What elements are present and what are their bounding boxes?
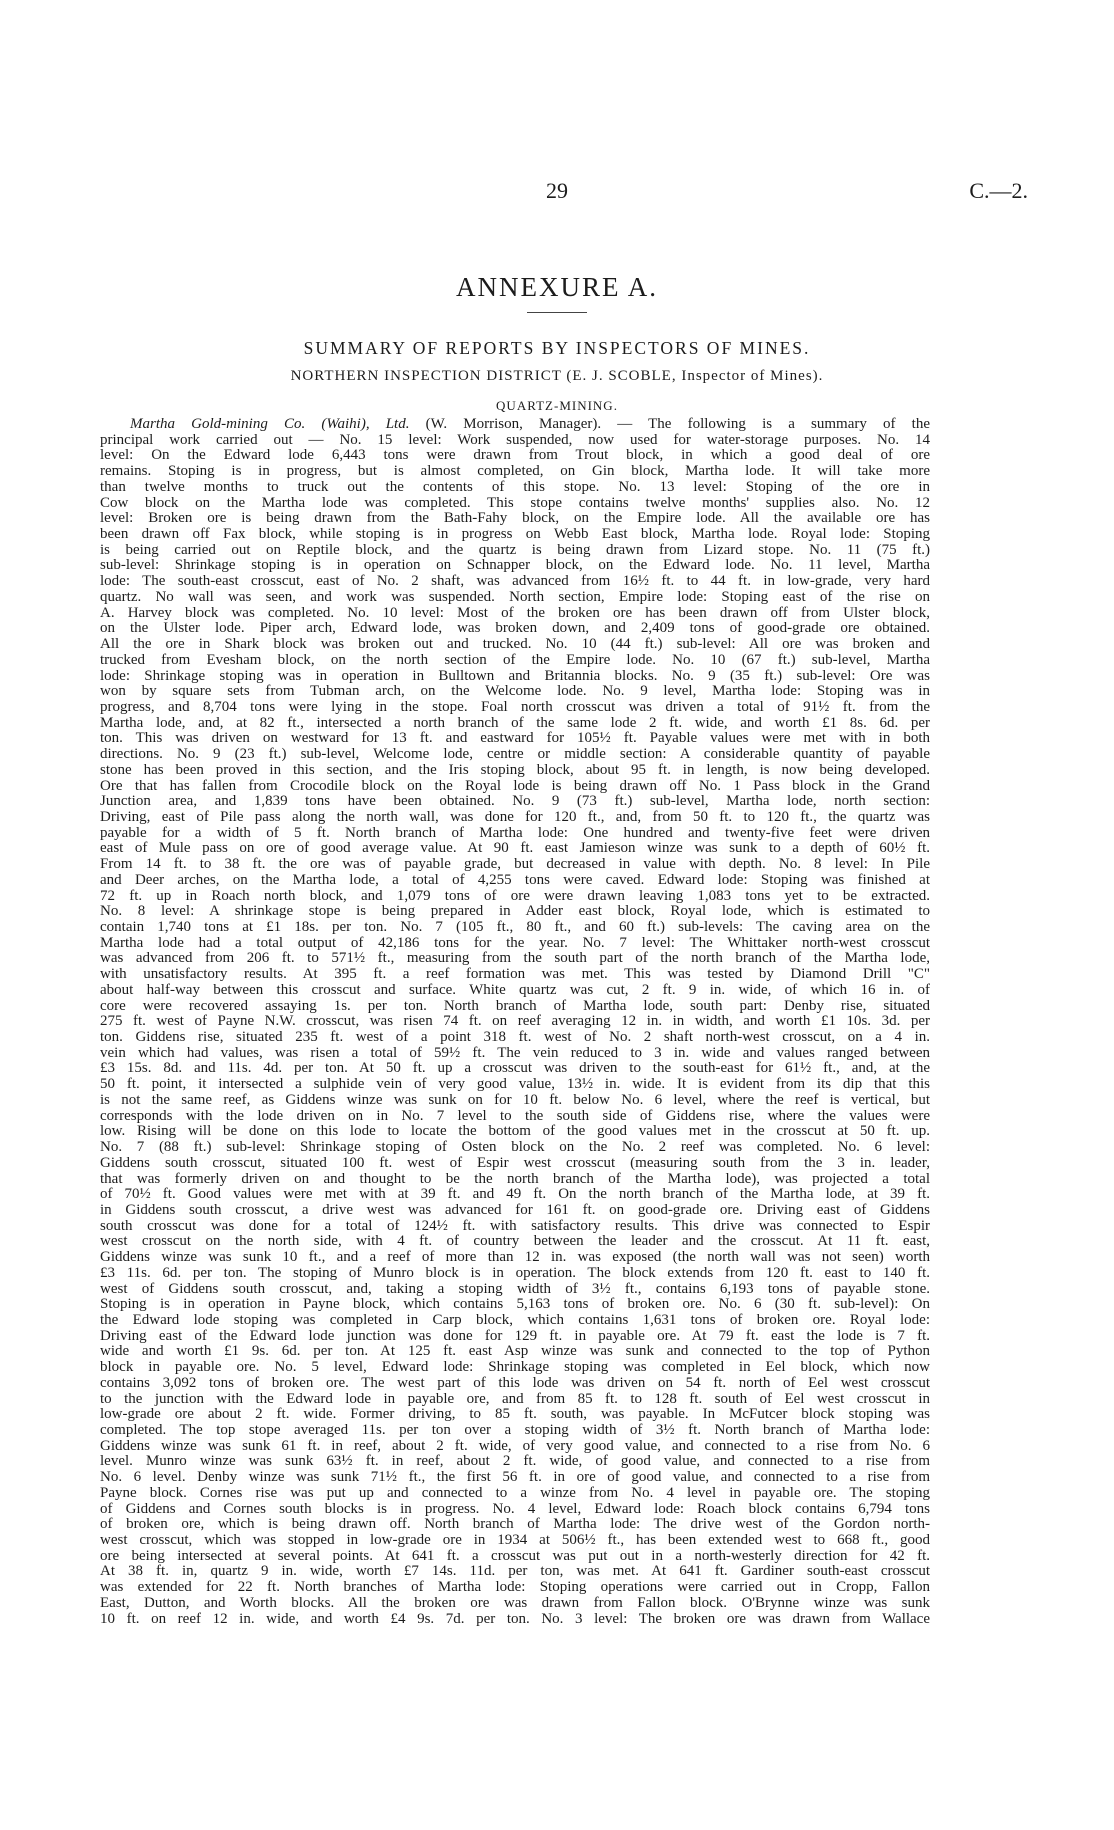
section-heading: QUARTZ-MINING. — [496, 398, 618, 413]
report-line: remains. Stoping is in progress, but is almost completed, on Gin block, Martha lode. It will take more — [100, 463, 930, 480]
district-title: NORTHERN INSPECTION DISTRICT (E. J. SCOBLE, Inspector of Mines). — [290, 368, 824, 384]
report-line: was advanced from 206 ft. to 571½ ft., measuring from the south part of the north branch of the Martha lode, — [100, 950, 930, 967]
report-line: progress, and 8,704 tons were lying in the stope. Foal north crosscut was driven a total of 91½ ft. from the — [100, 698, 930, 715]
report-line: Giddens south crosscut, situated 100 ft. west of Espir west crosscut (measuring south from the 3 in. leader, — [100, 1154, 930, 1171]
report-line: lode: The south-east crosscut, east of No. 2 shaft, was advanced from 16½ ft. to 44 ft. in low-grade, very hard — [100, 573, 930, 590]
report-line: stone has been proved in this section, and the Iris stoping block, about 95 ft. in length, is now being developed. — [100, 761, 930, 778]
page-number: 29 — [546, 178, 568, 203]
report-line: that was formerly driven on and thought to be the north branch of the Martha lode), was projected a total — [100, 1170, 930, 1187]
report-body — [100, 417, 930, 1627]
report-line: No. 8 level: A shrinkage stope is being prepared in Adder east block, Royal lode, which is estimated to — [100, 903, 930, 920]
report-line: trucked from Evesham block, on the north section of the Empire lode. No. 10 (67 ft.) sub-level, Martha — [100, 651, 930, 668]
report-line: about half-way between this crosscut and surface. White quartz was cut, 2 ft. 9 in. wide, of which 16 in. of — [100, 981, 930, 998]
report-line: and Deer arches, on the Martha lode, a total of 4,255 tons were caved. Edward lode: Stoping was finished at — [100, 871, 930, 888]
report-line: of Giddens and Cornes south blocks is in progress. No. 4 level, Edward lode: Roach block contains 6,794 tons — [100, 1500, 930, 1517]
report-line: corresponds with the lode driven on in No. 7 level to the south side of Giddens rise, where the values were — [100, 1107, 930, 1124]
report-line: contains 3,092 tons of broken ore. The west part of this lode was driven on 54 ft. north of Eel west crosscut — [100, 1374, 930, 1391]
report-line: Cow block on the Martha lode was completed. This stope contains twelve months' supplies also. No. 12 — [100, 494, 930, 511]
summary-title: SUMMARY OF REPORTS BY INSPECTORS OF MINES. — [303, 338, 811, 358]
report-line: 275 ft. west of Payne N.W. crosscut, was risen 74 ft. on reef averaging 12 in. in width, and worth £1 10s. 3d. per — [100, 1013, 930, 1030]
report-line: in Giddens south crosscut, a drive west was advanced for 161 ft. on good-grade ore. Driving east of Giddens — [100, 1201, 930, 1218]
report-line: A. Harvey block was completed. No. 10 level: Most of the broken ore has been drawn off from Ulster block, — [100, 604, 930, 621]
report-line: block in payable ore. No. 5 level, Edward lode: Shrinkage stoping was completed in Eel block, which now — [100, 1359, 930, 1376]
report-line: was extended for 22 ft. North branches of Martha lode: Stoping operations were carried out in Cropp, Fallon — [100, 1579, 930, 1596]
report-line-text: (W. Morrison, Manager). — The following is a summary of the — [409, 416, 930, 432]
report-line: ton. This was driven on westward for 13 ft. and eastward for 105½ ft. Payable values were met with in both — [100, 730, 930, 747]
report-line: of broken ore, which is being drawn off. North branch of Martha lode: The drive west of the Gordon north- — [100, 1516, 930, 1533]
report-line: Giddens winze was sunk 61 ft. in reef, about 2 ft. wide, of very good value, and connected to a rise from No. 6 — [100, 1437, 930, 1454]
report-line: won by square sets from Tubman arch, on the Welcome lode. No. 9 level, Martha lode: Stoping was in — [100, 683, 930, 700]
report-line: east of Mule pass on ore of good average value. At 90 ft. east Jamieson winze was sunk to a depth of 60½ ft. — [100, 840, 930, 857]
report-line: ton. Giddens rise, situated 235 ft. west of a point 318 ft. west of No. 2 shaft north-west crosscut, on a 4 in. — [100, 1029, 930, 1046]
report-line: directions. No. 9 (23 ft.) sub-level, Welcome lode, centre or middle section: A considerable quantity of payable — [100, 746, 930, 763]
report-line: than twelve months to truck out the contents of this stope. No. 13 level: Stoping of the ore in — [100, 478, 930, 495]
report-line — [100, 417, 930, 433]
report-line: Martha lode had a total output of 42,186 tons for the year. No. 7 level: The Whittaker north-west crosscut — [100, 934, 930, 951]
report-line: Driving east of the Edward lode junction was done for 129 ft. in payable ore. At 79 ft. east the lode is 7 ft. — [100, 1327, 930, 1344]
annex-title: ANNEXURE A. — [456, 272, 658, 302]
report-line: payable for a width of 5 ft. North branch of Martha lode: One hundred and twenty-five feet were driven — [100, 824, 930, 841]
report-line: quartz. No wall was seen, and work was suspended. North section, Empire lode: Stoping east of the rise on — [100, 588, 930, 605]
document-code: C.—2. — [969, 178, 1028, 203]
report-line: been drawn off Fax block, while stoping is in progress on Webb East block, Martha lode. Royal lode: Stoping — [100, 526, 930, 543]
report-line: south crosscut was done for a total of 124½ ft. with satisfactory results. This drive was connected to Espir — [100, 1217, 930, 1234]
report-line: level. Munro winze was sunk 63½ ft. in reef, about 2 ft. wide, of good value, and connected to a rise from — [100, 1453, 930, 1470]
report-line: Junction area, and 1,839 tons have been obtained. No. 9 (73 ft.) sub-level, Martha lode, north section: — [100, 793, 930, 810]
report-line: £3 15s. 8d. and 11s. 4d. per ton. At 50 ft. up a crosscut was driven to the south-east for 61½ ft., and, at the — [100, 1060, 930, 1077]
report-line: Ore that has fallen from Crocodile block on the Royal lode is being drawn off No. 1 Pass block in the Grand — [100, 777, 930, 794]
report-line: sub-level: Shrinkage stoping is in operation on Schnapper block, on the Edward lode. No. 11 level, Martha — [100, 557, 930, 574]
report-line: west of Giddens south crosscut, and, taking a stoping width of 3½ ft., contains 6,193 tons of payable stone. — [100, 1280, 930, 1297]
report-line: is not the same reef, as Giddens winze was sunk on for 10 ft. below No. 6 level, where the reef is vertical, but — [100, 1091, 930, 1108]
report-line: 10 ft. on reef 12 in. wide, and worth £4 9s. 7d. per ton. No. 3 level: The broken ore was drawn from Wallace — [100, 1610, 930, 1627]
report-line: west crosscut on the north side, with 4 ft. of country between the leader and the crosscut. At 11 ft. east, — [100, 1233, 930, 1250]
report-line: £3 11s. 6d. per ton. The stoping of Munro block is in operation. The block extends from 120 ft. east to 140 ft. — [100, 1264, 930, 1281]
report-line: principal work carried out — No. 15 level: Work suspended, now used for water-storage purposes. No. 14 — [100, 431, 930, 448]
report-line: At 38 ft. in, quartz 9 in. wide, worth £7 14s. 11d. per ton, was met. At 641 ft. Gardiner south-east crosscut — [100, 1563, 930, 1580]
report-line: No. 7 (88 ft.) sub-level: Shrinkage stoping of Osten block on the No. 2 reef was completed. No. 6 level: — [100, 1139, 930, 1156]
report-line: No. 6 level. Denby winze was sunk 71½ ft., the first 56 ft. in ore of good value, and connected to a rise from — [100, 1469, 930, 1486]
report-line: level: Broken ore is being drawn from the Bath-Fahy block, on the Empire lode. All the available ore has — [100, 510, 930, 527]
report-line: completed. The top stope averaged 11s. per ton over a stoping width of 3½ ft. North branch of Martha lode: — [100, 1422, 930, 1438]
report-line: to the junction with the Edward lode in payable ore, and from 85 ft. to 128 ft. south of Eel west crosscut in — [100, 1390, 930, 1407]
report-line: with unsatisfactory results. At 395 ft. a reef formation was met. This was tested by Diamond Drill "C" — [100, 966, 930, 983]
report-line: level: On the Edward lode 6,443 tons were drawn from Trout block, in which a good deal of ore — [100, 447, 930, 464]
report-line: ore being intersected at several points. At 641 ft. a crosscut was put out in a north-westerly direction for 42 ft. — [100, 1547, 930, 1564]
report-line: 50 ft. point, it intersected a sulphide vein of very good value, 13½ in. wide. It is evident from its dip that this — [100, 1076, 930, 1093]
report-line: East, Dutton, and Worth blocks. All the broken ore was drawn from Fallon block. O'Brynne winze was sunk — [100, 1594, 930, 1611]
report-line: vein which had values, was risen a total of 59½ ft. The vein reduced to 3 in. wide and values ranged between — [100, 1044, 930, 1061]
report-line: low-grade ore about 2 ft. wide. Former driving, to 85 ft. south, was payable. In McFutcer block stoping was — [100, 1406, 930, 1423]
report-line: From 14 ft. to 38 ft. the ore was of payable grade, but decreased in value with depth. No. 8 level: In Pile — [100, 856, 930, 873]
report-line: Giddens winze was sunk 10 ft., and a reef of more than 12 in. was exposed (the north wall was not seen) worth — [100, 1249, 930, 1266]
report-line: of 70½ ft. Good values were met with at 39 ft. and 49 ft. On the north branch of the Martha lode, at 39 ft. — [100, 1186, 930, 1203]
report-line: Stoping is in operation in Payne block, which contains 5,163 tons of broken ore. No. 6 (30 ft. sub-level): On — [100, 1296, 930, 1313]
report-line: wide and worth £1 9s. 6d. per ton. At 125 ft. east Asp winze was sunk and connected to the top of Python — [100, 1343, 930, 1360]
report-line: lode: Shrinkage stoping was in operation in Bulltown and Britannia blocks. No. 9 (35 ft.) sub-level: Ore was — [100, 667, 930, 684]
report-line: west crosscut, which was stopped in low-grade ore in 1934 at 506½ ft., has been extended west to 668 ft., good — [100, 1532, 930, 1549]
report-line: Payne block. Cornes rise was put up and connected to a winze from No. 4 level in payable ore. The stoping — [100, 1484, 930, 1501]
report-line: on the Ulster lode. Piper arch, Edward lode, was broken down, and 2,409 tons of good-grade ore obtained. — [100, 620, 930, 637]
report-line: All the ore in Shark block was broken out and trucked. No. 10 (44 ft.) sub-level: All ore was broken and — [100, 636, 930, 653]
report-line: Martha lode, and, at 82 ft., intersected a north branch of the same lode 2 ft. wide, and worth £1 8s. 6d. per — [100, 714, 930, 731]
report-line: 72 ft. up in Roach north block, and 1,079 tons of ore were drawn leaving 1,083 tons yet to be extracted. — [100, 887, 930, 904]
report-line: low. Rising will be done on this lode to locate the bottom of the good values met in the crosscut at 50 ft. up. — [100, 1123, 930, 1140]
report-line: is being carried out on Reptile block, and the quartz is being drawn from Lizard stope. No. 11 (75 ft.) — [100, 541, 930, 558]
company-name: Martha Gold-mining Co. (Waihi), Ltd. — [130, 416, 410, 432]
report-line: contain 1,740 tons at £1 18s. per ton. No. 7 (105 ft., 80 ft., and 60 ft.) sub-levels: The caving area on the — [100, 919, 930, 935]
report-line: the Edward lode stoping was completed in Carp block, which contains 1,631 tons of broken ore. Royal lode: — [100, 1311, 930, 1328]
title-divider — [527, 312, 587, 313]
report-line: Driving, east of Pile pass along the north wall, was done for 120 ft., and, from 50 ft. to 120 ft., the quartz was — [100, 808, 930, 825]
report-line: core were recovered assaying 1s. per ton. North branch of Martha lode, south part: Denby rise, situated — [100, 997, 930, 1014]
